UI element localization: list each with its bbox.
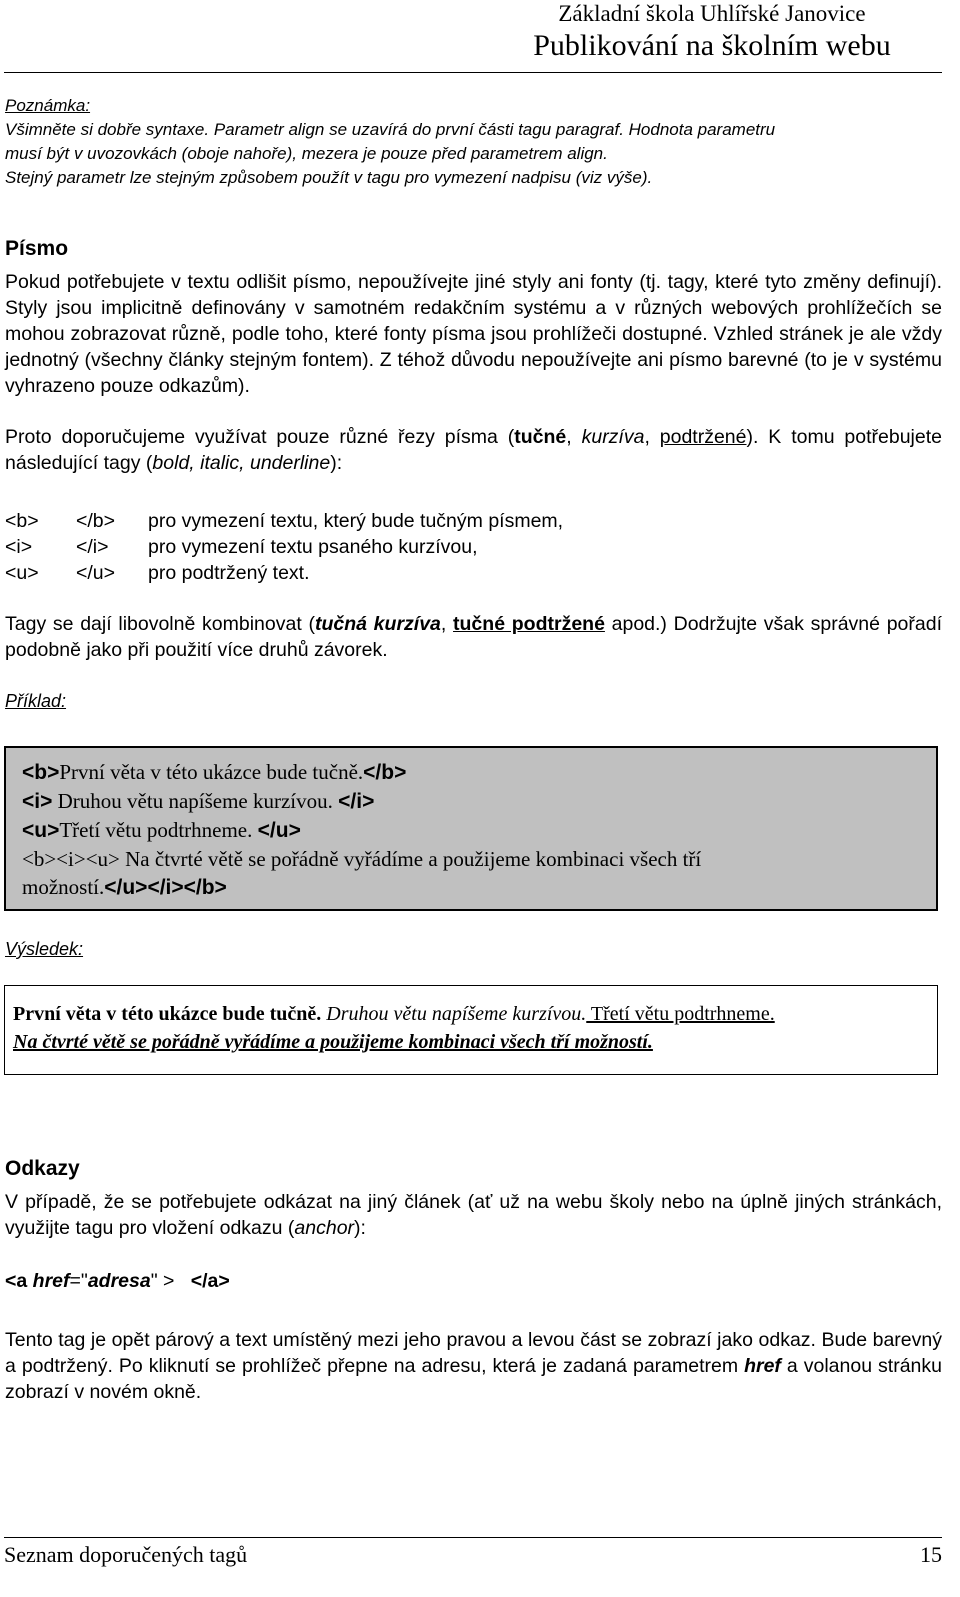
bold-underline-sample: tučné podtržené bbox=[453, 613, 605, 635]
code-line: <u>Třetí větu podtrhneme. </u> bbox=[22, 818, 301, 842]
code-line: <i> Druhou větu napíšeme kurzívou. </i> bbox=[22, 789, 375, 813]
code-example-box bbox=[4, 746, 938, 911]
tag-names: bold, italic, underline bbox=[152, 452, 331, 474]
footer-title: Seznam doporučených tagů bbox=[4, 1542, 248, 1567]
tag-description: pro vymezení textu psaného kurzívou, bbox=[148, 536, 478, 558]
document-title: Publikování na školním webu bbox=[533, 29, 891, 62]
tag-close: </u> bbox=[76, 562, 116, 584]
tag-open: <i> bbox=[5, 536, 33, 558]
result-italic: Druhou větu napíšeme kurzívou. bbox=[321, 1003, 587, 1025]
result-combined: Na čtvrté větě se pořádně vyřádíme a použijeme kombinaci všech tří možností. bbox=[13, 1031, 653, 1053]
anchor-term: anchor bbox=[294, 1217, 355, 1239]
font-paragraph: Pokud potřebujete v textu odlišit písmo, nepoužívejte jiné styly ani fonty (tj. tagy, které tyto změny definují). Styly jsou implicitně definovány v samotném redakčním systému a v různých webových prohlížečích se mohou zobrazovat různě, podle toho, které fonty písma jsou prohlížeči dostupné. Vzhled stránek je ale vždy jednotný (všechny články stejným fontem). Z téhož důvodu nepoužívejte ani písmo barevné (to je v systému vyhrazeno pouze odkazům). bbox=[5, 271, 942, 397]
href-term: href bbox=[744, 1355, 781, 1377]
result-lines bbox=[13, 1000, 775, 1056]
underline-sample: podtržené bbox=[659, 426, 747, 448]
links-paragraph: V případě, že se potřebujete odkázat na jiný článek (ať už na webu školy nebo na úplně jiných stránkách, využijte tagu pro vložení odkazu (anchor): bbox=[5, 1191, 942, 1239]
school-name: Základní škola Uhlířské Janovice bbox=[558, 1, 866, 26]
code-line: možností.</u></i></b> bbox=[22, 875, 227, 899]
italic-sample: kurzíva bbox=[581, 426, 645, 448]
header-divider bbox=[4, 72, 942, 73]
bold-sample: tučné bbox=[514, 426, 567, 448]
tag-close: </b> bbox=[76, 510, 116, 532]
result-bold: První věta v této ukázce bude tučně. bbox=[13, 1003, 322, 1025]
result-line bbox=[13, 1000, 775, 1028]
example-label: Příklad: bbox=[5, 691, 67, 711]
code-lines bbox=[22, 758, 701, 902]
result-box bbox=[4, 985, 938, 1075]
result-underline: Třetí větu podtrhneme. bbox=[586, 1003, 775, 1025]
page-number: 15 bbox=[920, 1542, 942, 1567]
note-line: Stejný parametr lze stejným způsobem použít v tagu pro vymezení nadpisu (viz výše). bbox=[5, 168, 653, 187]
tag-close: </i> bbox=[76, 536, 109, 558]
page-header bbox=[482, 0, 942, 64]
result-line bbox=[13, 1028, 775, 1056]
note-label: Poznámka: bbox=[5, 96, 91, 115]
note-line: musí být v uvozovkách (oboje nahoře), mezera je pouze před parametrem align. bbox=[5, 144, 608, 163]
bold-italic-sample: tučná kurzíva bbox=[314, 613, 441, 635]
section-heading-font: Písmo bbox=[5, 237, 69, 260]
note-block bbox=[5, 94, 942, 190]
code-line: <b>První věta v této ukázce bude tučně.</b> bbox=[22, 760, 407, 784]
section-heading-links: Odkazy bbox=[5, 1157, 80, 1180]
tag-description: pro vymezení textu, který bude tučným písmem, bbox=[148, 510, 564, 532]
tag-open: <b> bbox=[5, 510, 39, 532]
links-paragraph-2: Tento tag je opět párový a text umístěný mezi jeho pravou a levou část se zobrazí jako odkaz. Bude barevný a podtržený. Po kliknutí se prohlížeč přepne na adresu, která je zadaná parametrem href a volanou stránku zobrazí v novém okně. bbox=[5, 1329, 942, 1403]
combine-paragraph: Tagy se dají libovolně kombinovat (tučná kurzíva, tučné podtržené apod.) Dodržujte však správné pořadí podobně jako při použití více druhů závorek. bbox=[5, 613, 942, 661]
code-line: <b><i><u> Na čtvrté větě se pořádně vyřádíme a použijeme kombinaci všech tří bbox=[22, 847, 702, 871]
tag-open: <u> bbox=[5, 562, 39, 584]
tag-description: pro podtržený text. bbox=[148, 562, 310, 584]
footer-divider bbox=[4, 1537, 942, 1538]
page-footer bbox=[4, 1542, 942, 1568]
note-line: Všimněte si dobře syntaxe. Parametr align se uzavírá do první části tagu paragraf. Hodnota parametru bbox=[5, 120, 776, 139]
anchor-syntax: <a href="adresa" > </a> bbox=[5, 1270, 230, 1292]
result-label: Výsledek: bbox=[5, 939, 84, 959]
font-paragraph-2: Proto doporučujeme využívat pouze různé řezy písma (tučné, kurzíva, podtržené). K tomu potřebujete následující tagy (bold, italic, underline): bbox=[5, 426, 943, 474]
